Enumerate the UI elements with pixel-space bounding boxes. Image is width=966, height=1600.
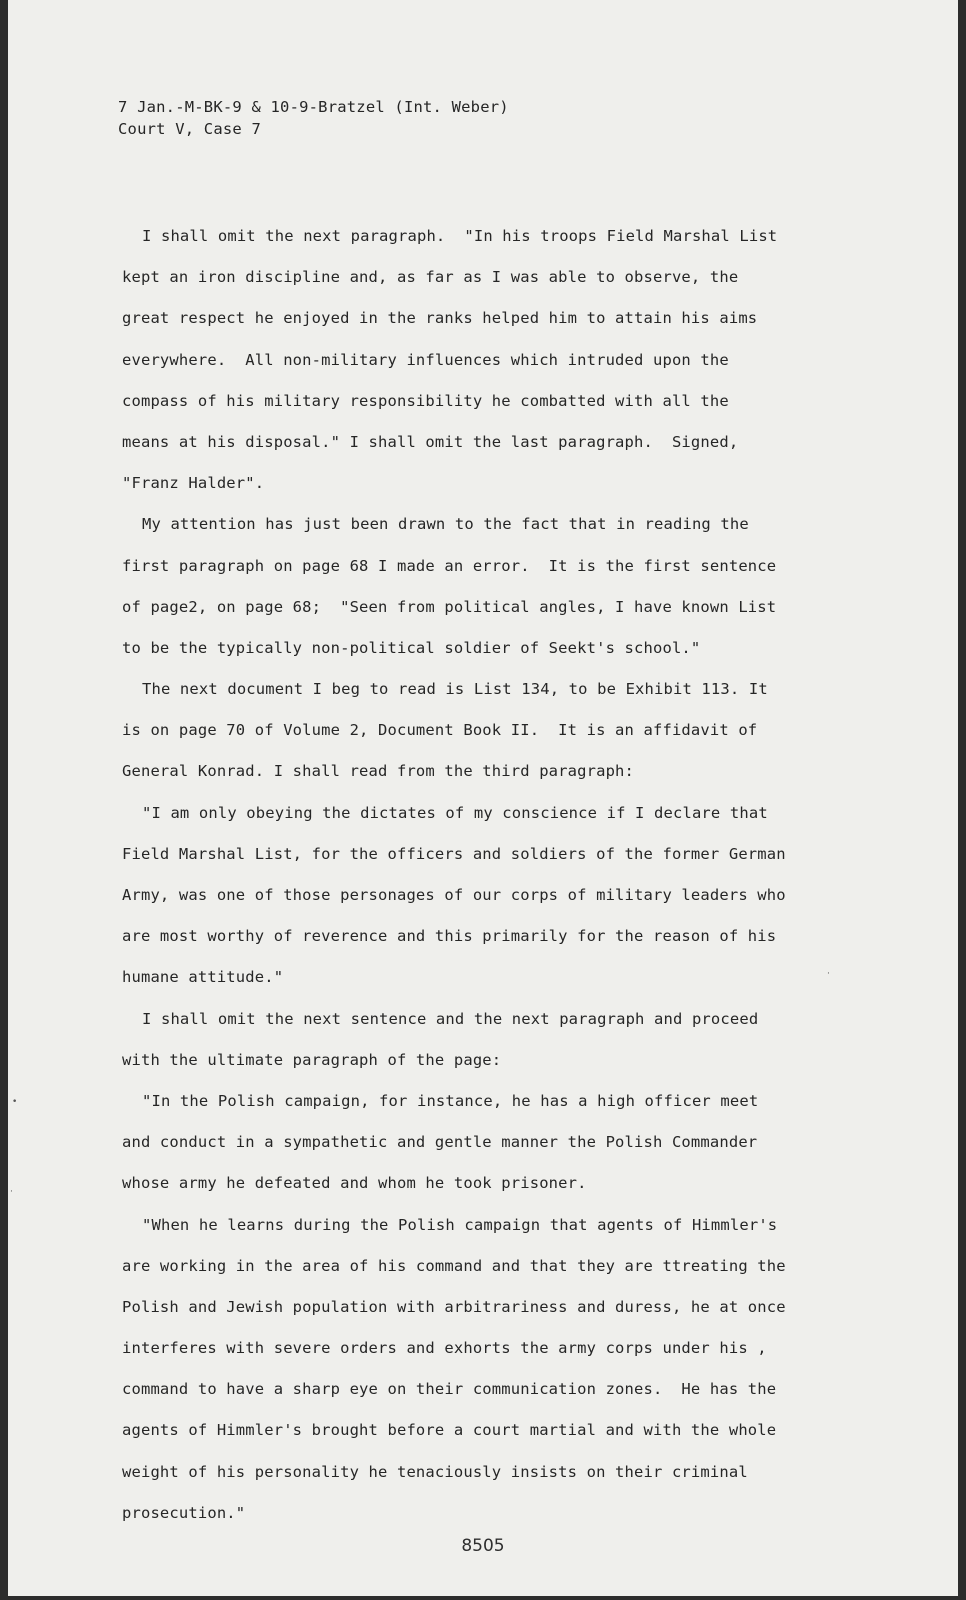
- text-line: whose army he defeated and whom he took prisoner.: [122, 1174, 587, 1193]
- text-line: weight of his personality he tenaciously insists on their criminal: [122, 1462, 748, 1481]
- scan-speck: •: [12, 1097, 18, 1107]
- text-line: of page2, on page 68; "Seen from political angles, I have known List: [122, 597, 777, 616]
- text-line: great respect he enjoyed in the ranks helped him to attain his aims: [122, 309, 758, 328]
- text-line: with the ultimate paragraph of the page:: [122, 1050, 502, 1069]
- scan-edge-left: [0, 0, 8, 1600]
- page-number: 8505: [461, 1536, 505, 1556]
- text-line: Field Marshal List, for the officers and soldiers of the former German: [122, 844, 786, 863]
- text-line: first paragraph on page 68 I made an error. It is the first sentence: [122, 556, 777, 575]
- text-line: I shall omit the next sentence and the next paragraph and proceed: [142, 1009, 759, 1028]
- text-line: My attention has just been drawn to the fact that in reading the: [142, 515, 749, 534]
- text-line: to be the typically non-political soldier of Seekt's school.": [122, 638, 701, 657]
- text-line: and conduct in a sympathetic and gentle manner the Polish Commander: [122, 1133, 758, 1152]
- text-line: "In the Polish campaign, for instance, he has a high officer meet: [142, 1091, 759, 1110]
- scan-edge-right: [958, 0, 966, 1600]
- text-line: I shall omit the next paragraph. "In his troops Field Marshal List: [142, 227, 778, 245]
- text-line: The next document I beg to read is List 134, to be Exhibit 113. It: [142, 680, 768, 699]
- text-line: interferes with severe orders and exhorts the army corps under his ,: [122, 1339, 767, 1358]
- text-line: Polish and Jewish population with arbitrariness and duress, he at once: [122, 1297, 786, 1316]
- text-line: "Franz Halder".: [122, 474, 265, 493]
- scan-speck: ·: [10, 1187, 13, 1197]
- scan-speck: ·: [827, 969, 830, 979]
- text-line: General Konrad. I shall read from the third paragraph:: [122, 762, 635, 781]
- text-line: kept an iron discipline and, as far as I was able to observe, the: [122, 268, 739, 287]
- header-line-2: Court V, Case 7: [118, 120, 261, 138]
- text-line: are working in the area of his command and that they are ttreating the: [122, 1256, 786, 1275]
- transcript-body: [122, 216, 862, 1534]
- text-line: command to have a sharp eye on their communication zones. He has the: [122, 1380, 777, 1399]
- text-line: humane attitude.": [122, 968, 284, 987]
- text-line: are most worthy of reverence and this primarily for the reason of his: [122, 927, 777, 946]
- text-line: Army, was one of those personages of our corps of military leaders who: [122, 886, 786, 904]
- header-line-1: 7 Jan.-M-BK-9 & 10-9-Bratzel (Int. Weber): [118, 98, 509, 116]
- text-line: compass of his military responsibility he combatted with all the: [122, 391, 729, 410]
- text-line: prosecution.": [122, 1503, 246, 1522]
- text-line: agents of Himmler's brought before a court martial and with the whole: [122, 1421, 777, 1440]
- text-line: everywhere. All non-military influences which intruded upon the: [122, 350, 729, 369]
- text-line: "When he learns during the Polish campaign that agents of Himmler's: [142, 1215, 778, 1234]
- document-header: [118, 96, 509, 140]
- text-line: means at his disposal." I shall omit the last paragraph. Signed,: [122, 432, 739, 451]
- scan-edge-bottom: [0, 1596, 966, 1600]
- text-line: is on page 70 of Volume 2, Document Book II. It is an affidavit of: [122, 721, 758, 740]
- text-line: "I am only obeying the dictates of my conscience if I declare that: [142, 803, 768, 822]
